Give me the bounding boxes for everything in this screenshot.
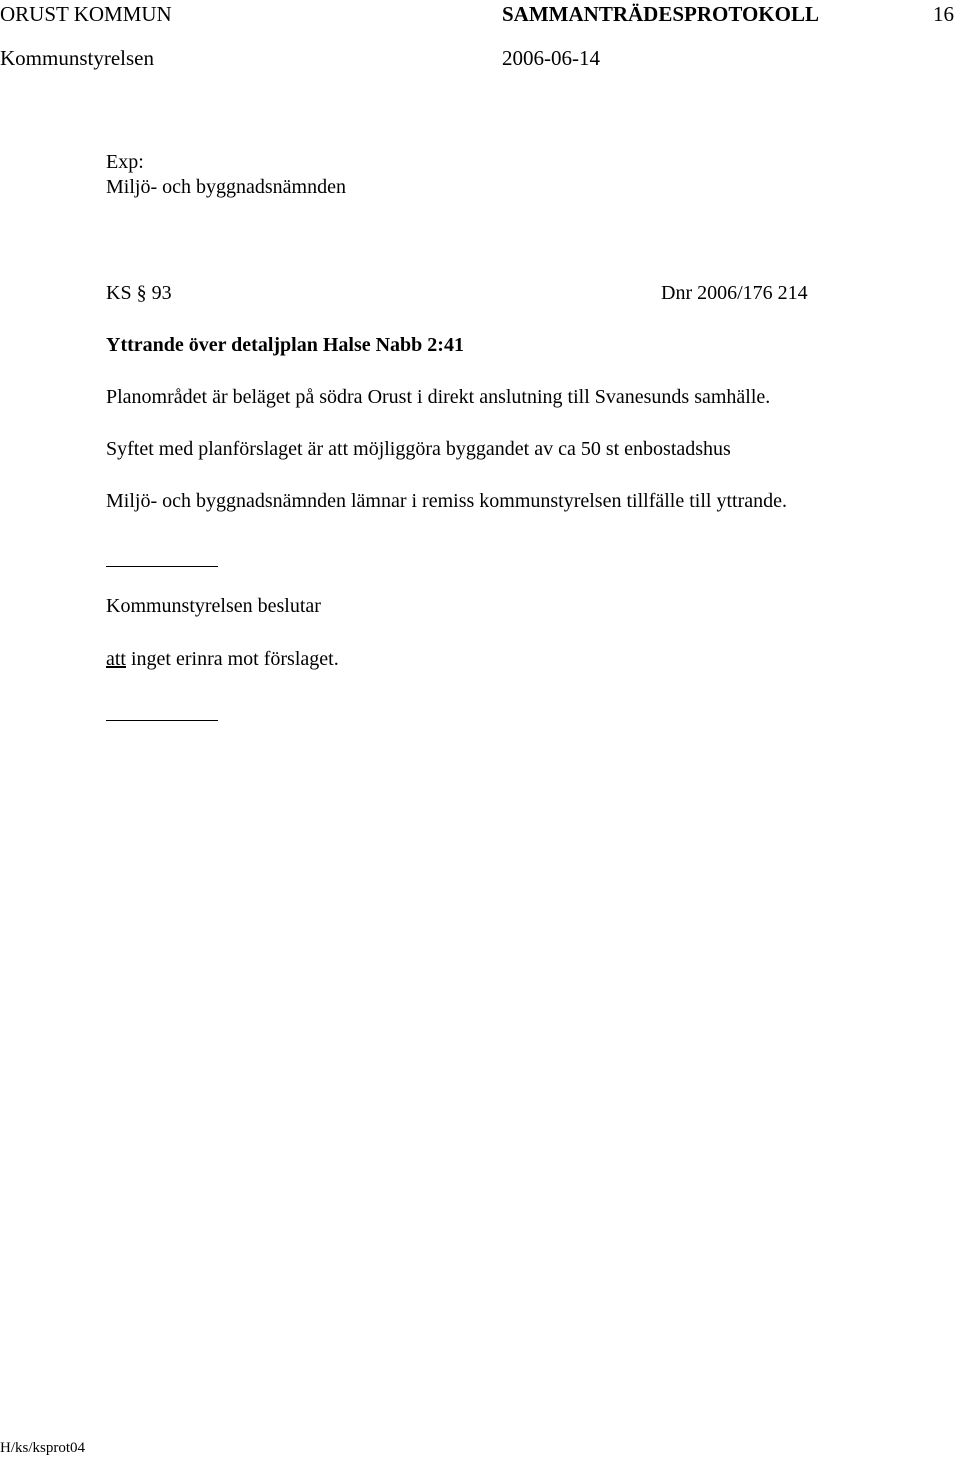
distribution-recipient: Miljö- och byggnadsnämnden xyxy=(106,176,346,198)
body-paragraph: Miljö- och byggnadsnämnden lämnar i remiss kommunstyrelsen tillfälle till yttrande. xyxy=(106,490,787,512)
paragraph-number: KS § 93 xyxy=(106,282,172,304)
meeting-date: 2006-06-14 xyxy=(502,46,600,70)
footer-path: H/ks/ksprot04 xyxy=(0,1440,86,1456)
distribution-label: Exp: xyxy=(106,151,144,173)
page-number: 16 xyxy=(933,2,954,26)
section-title: Yttrande över detaljplan Halse Nabb 2:41 xyxy=(106,334,464,356)
case-number: Dnr 2006/176 214 xyxy=(661,282,808,304)
org-name: ORUST KOMMUN xyxy=(0,2,172,26)
separator-line xyxy=(106,566,218,567)
decision-line xyxy=(106,647,339,672)
document-type: SAMMANTRÄDESPROTOKOLL xyxy=(502,2,819,26)
decision-heading: Kommunstyrelsen beslutar xyxy=(106,595,321,617)
body-paragraph: Syftet med planförslaget är att möjliggöra byggandet av ca 50 st enbostadshus xyxy=(106,438,731,460)
att-keyword: att xyxy=(106,648,126,670)
decision-text: inget erinra mot förslaget. xyxy=(131,648,339,670)
body-paragraph: Planområdet är beläget på södra Orust i direkt anslutning till Svanesunds samhälle. xyxy=(106,386,771,408)
separator-line xyxy=(106,720,218,721)
committee-name: Kommunstyrelsen xyxy=(0,46,154,70)
